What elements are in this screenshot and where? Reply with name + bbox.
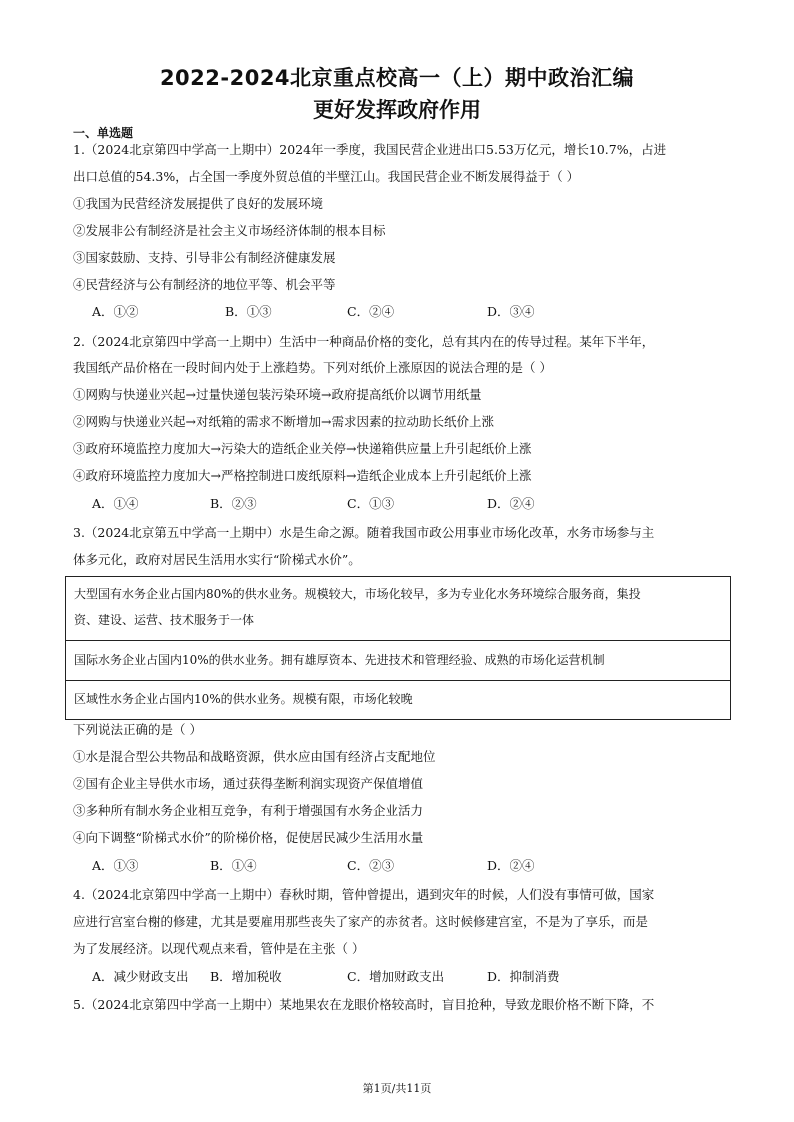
q2-option-c: C．①③ <box>347 496 395 511</box>
q4-option-a: A．减少财政支出 <box>92 969 189 984</box>
table-row <box>66 641 730 681</box>
q1-statement-1: ①我国为民营经济发展提供了良好的发展环境 <box>73 196 324 211</box>
q1-options <box>92 303 692 321</box>
q1-option-a: A．①② <box>92 304 139 319</box>
q3-option-a: A．①③ <box>92 858 139 873</box>
q1-stem-line1: 1.（2024北京第四中学高一上期中）2024年一季度，我国民营企业进出口5.53万亿元，增长10.7%，占进 <box>73 142 667 157</box>
table-cell-line: 资、建设、运营、技术服务于一体 <box>74 613 255 627</box>
q3-info-table <box>65 576 731 720</box>
q2-statement-3: ③政府环境监控力度加大→污染大的造纸企业关停→快递箱供应量上升引起纸价上涨 <box>73 441 532 456</box>
q1-stem-line2: 出口总值的54.3%，占全国一季度外贸总值的半壁江山。我国民营企业不断发展得益于（ ） <box>73 169 580 184</box>
q3-option-d: D．②④ <box>487 858 535 873</box>
q4-options <box>92 968 692 986</box>
q2-option-d: D．②④ <box>487 496 535 511</box>
q2-stem-line1: 2.（2024北京第四中学高一上期中）生活中一种商品价格的变化，总有其内在的传导过程。某年下半年， <box>73 334 655 349</box>
q3-options <box>92 857 692 875</box>
q4-stem-line2: 应进行宫室台榭的修建，尤其是要雇用那些丧失了家产的赤贫者。这时候修建宫室，不是为了享乐，而是 <box>73 914 649 929</box>
q1-statement-2: ②发展非公有制经济是社会主义市场经济体制的根本目标 <box>73 223 386 238</box>
q2-statement-2: ②网购与快递业兴起→对纸箱的需求不断增加→需求因素的拉动助长纸价上涨 <box>73 414 494 429</box>
q4-option-d: D．抑制消费 <box>487 969 560 984</box>
q3-option-c: C．②③ <box>347 858 395 873</box>
document-subtitle: 更好发挥政府作用 <box>313 98 481 122</box>
q2-options <box>92 495 692 513</box>
q3-question: 下列说法正确的是（ ） <box>73 722 202 737</box>
q1-option-c: C．②④ <box>347 304 395 319</box>
q1-option-b: B．①③ <box>225 304 272 319</box>
page-number: 第1页/共11页 <box>362 1082 432 1095</box>
q3-stem-line2: 体多元化，政府对居民生活用水实行“阶梯式水价”。 <box>73 552 361 567</box>
table-cell: 国际水务企业占国内10%的供水业务。拥有雄厚资本、先进技术和管理经验、成熟的市场化运营机制 <box>74 653 605 667</box>
q3-option-b: B．①④ <box>210 858 257 873</box>
q5-stem-line1: 5.（2024北京第四中学高一上期中）某地果农在龙眼价格较高时，盲目抢种，导致龙眼价格不断下降，不 <box>73 997 655 1012</box>
table-row <box>66 577 730 641</box>
q2-statement-4: ④政府环境监控力度加大→严格控制进口废纸原料→造纸企业成本上升引起纸价上涨 <box>73 468 532 483</box>
q3-statement-1: ①水是混合型公共物品和战略资源，供水应由国有经济占支配地位 <box>73 749 436 764</box>
q2-option-a: A．①④ <box>92 496 139 511</box>
q3-statement-3: ③多种所有制水务企业相互竞争，有利于增强国有水务企业活力 <box>73 803 424 818</box>
q3-statement-2: ②国有企业主导供水市场，通过获得垄断利润实现资产保值增值 <box>73 776 424 791</box>
q4-option-c: C．增加财政支出 <box>347 969 445 984</box>
q4-stem-line3: 为了发展经济。以现代观点来看，管仲是在主张（ ） <box>73 941 365 956</box>
q3-stem-line1: 3.（2024北京第五中学高一上期中）水是生命之源。随着我国市政公用事业市场化改革，水务市场参与主 <box>73 525 655 540</box>
table-cell-line: 大型国有水务企业占国内80%的供水业务。规模较大，市场化较早，多为专业化水务环境综合服务商，集投 <box>74 587 641 601</box>
q1-statement-3: ③国家鼓励、支持、引导非公有制经济健康发展 <box>73 250 336 265</box>
q3-statement-4: ④向下调整“阶梯式水价”的阶梯价格，促使居民减少生活用水量 <box>73 830 424 845</box>
table-cell: 区域性水务企业占国内10%的供水业务。规模有限，市场化较晚 <box>74 692 413 706</box>
q4-stem-line1: 4.（2024北京第四中学高一上期中）春秋时期，管仲曾提出，遇到灾年的时候，人们没有事情可做，国家 <box>73 887 655 902</box>
q2-option-b: B．②③ <box>210 496 257 511</box>
q1-option-d: D．③④ <box>487 304 535 319</box>
q2-statement-1: ①网购与快递业兴起→过量快递包装污染环境→政府提高纸价以调节用纸量 <box>73 387 482 402</box>
q2-stem-line2: 我国纸产品价格在一段时间内处于上涨趋势。下列对纸价上涨原因的说法合理的是（ ） <box>73 360 552 375</box>
document-title: 2022-2024北京重点校高一（上）期中政治汇编 <box>159 66 635 90</box>
q4-option-b: B．增加税收 <box>210 969 282 984</box>
section-heading: 一、单选题 <box>73 126 134 140</box>
table-row <box>66 681 730 719</box>
q1-statement-4: ④民营经济与公有制经济的地位平等、机会平等 <box>73 277 336 292</box>
